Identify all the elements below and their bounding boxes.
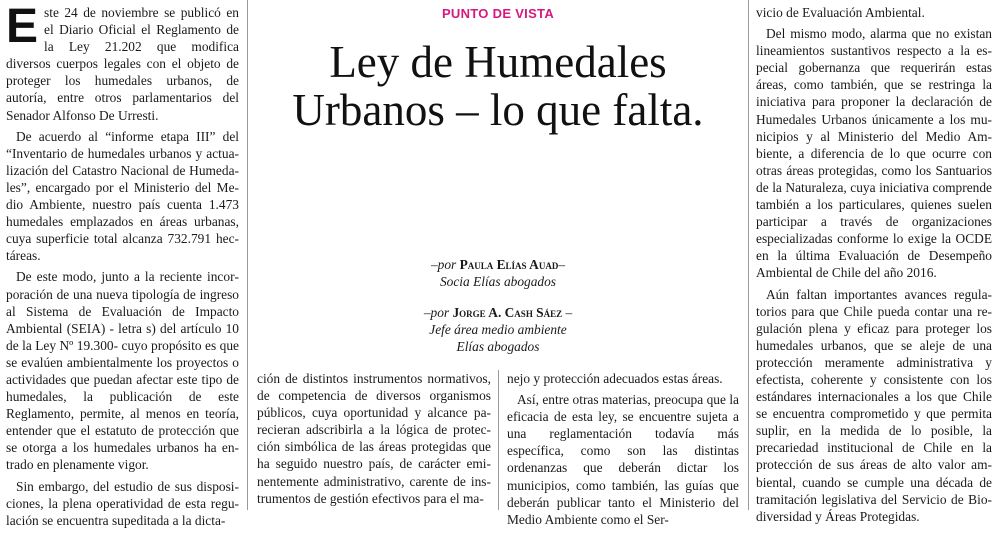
column-rule-1 [247, 0, 248, 510]
column-rule-3 [748, 0, 749, 510]
byline-author-2: –por Jorge A. Cash Sáez – Jefe área medio ambiente Elías abogados [257, 304, 739, 355]
author-role: Socia Elías abogados [439, 274, 557, 289]
article-paragraph: De acuerdo al “informe etapa III” del “Inventario de humedales urbanos y actualización del Catastro Nacional de Humedales”, encargado por el Ministerio del Medio Ambiente, nuestro país cuenta 1.473 humedales emplazados en áreas urbanas, cuya superficie total alcanza 732.791 hectáreas. [6, 128, 239, 264]
author-affiliation: Elías abogados [456, 339, 540, 354]
article-column-3 [507, 370, 739, 532]
author-name: Jorge A. Cash Sáez [452, 305, 563, 320]
article-paragraph: Así, entre otras materias, preocupa que la eficacia de esta ley, se encuentre sujeta a una reglamentación todavía más específica, como son las distintas ordenanzas que deberán dictar los municipios, como también, las guías que deberán publicar tanto el Ministerio del Medio Ambiente como el Ser- [507, 392, 739, 527]
author-role: Jefe área medio ambiente [429, 322, 567, 337]
article-paragraph: Del mismo modo, alarma que no existan lineamientos sustantivos respecto a la especial gobernanza que requerirán estas áreas, como también, que se restringa la iniciativa para proponer la declaración de Humedales Urbanos únicamente a los municipios y al Ministerio del Medio Ambiente, a diferencia de lo que ocurre con otras áreas protegidas, como los Santuarios de la Naturaleza, cuya iniciativa comprende también a los particulares, quienes suelen participar a través de organizaciones especializadas conforme lo exige la OCDE en la última Evaluación de Desempeño Ambiental de Chile del año 2016. [756, 26, 992, 281]
author-name: Paula Elías Auad [459, 257, 559, 272]
article-column-2 [257, 370, 491, 511]
drop-cap: E [6, 0, 39, 53]
article-paragraph: ción de distintos instrumentos normativos, de competencia de diversos organismos públicos, cuya oportunidad y alcance parecieran adscribirla a la lógica de protección simbólica de las áreas protegidas que ha seguido nuestro país, de carácter eminentemente administrativo, carente de instrumentos de gestión efectivos para el ma- [257, 371, 491, 506]
byline-author-1: –por Paula Elías Auad– Socia Elías abogados [257, 256, 739, 290]
section-kicker: PUNTO DE VISTA [441, 6, 555, 21]
headline: Ley de Humedales Urbanos – lo que falta. [292, 37, 704, 135]
article-paragraph: vicio de Evaluación Ambiental. [756, 5, 925, 20]
article-paragraph: nejo y protección adecuados estas áreas. [507, 371, 723, 386]
article-column-1 [6, 0, 239, 533]
article-paragraph: Aún faltan importantes avances regulatorios para que Chile pueda contar una regulación plena y eficaz para proteger los humedales urbanos, que se aleje de una protección meramente administrativa y efectista, coherente y consistente con los estándares internacionales a los que Chile se encuentra comprometido y que permita suplir, en la medida de lo posible, la precariedad institucional de Chile en la protección de sus áreas de alto valor ambiental, cuando se cumple una década de tramitación legislativa del Servicio de Biodiversidad y Áreas Protegidas. [756, 286, 992, 524]
column-rule-2 [498, 370, 499, 510]
article-paragraph: Sin embargo, del estudio de sus disposiciones, la plena operatividad de esta regulación se encuentra supeditada a la dicta- [6, 478, 239, 528]
article-column-4 [756, 4, 992, 529]
article-paragraph: De este modo, junto a la reciente incorporación de una nueva tipología de ingreso al Sistema de Evaluación de Impacto Ambiental (SEIA) - letra s) del artículo 10 de la Ley Nº 19.300- cuyo propósito es que se evalúen ambientalmente los proyectos o actividades que puedan afectar este tipo de humedales, la publicación de este Reglamento, permite, al menos en teoría, entender que el estatuto de protección que se otorga a los humedales urbanos ha entrado en plenamente vigor. [6, 269, 239, 473]
article-paragraph: Este 24 de noviembre se publicó en el Diario Oficial el Reglamento de la Ley 21.202 que modifica diversos cuerpos legales con el objeto de proteger los humedales urbanos, de autoría, entre otros parlamentarios del Senador Alfonso De Urresti. [6, 0, 239, 123]
